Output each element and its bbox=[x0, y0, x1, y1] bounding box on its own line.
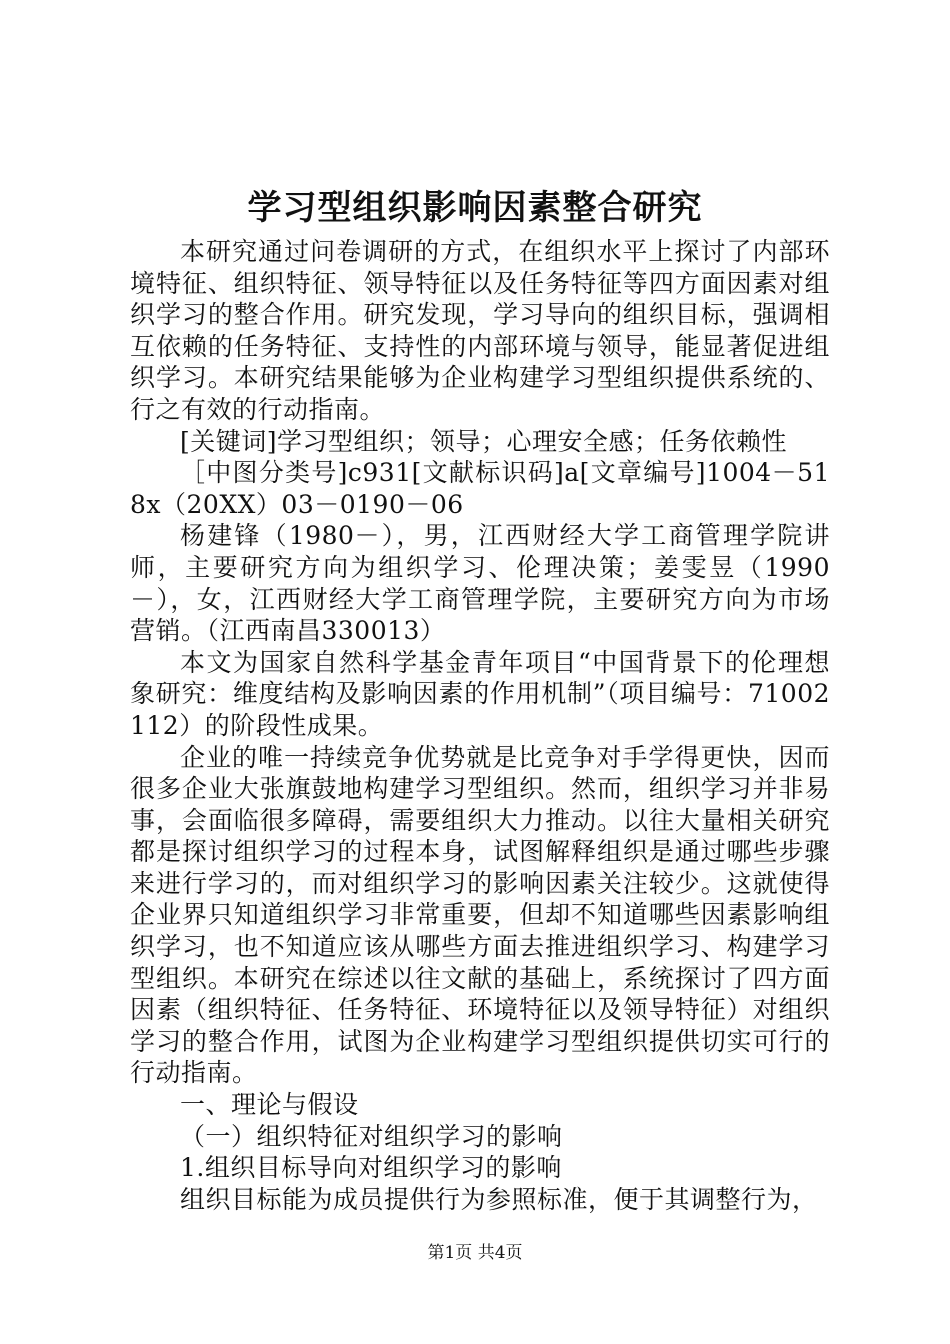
page-footer: 第1页 共4页 bbox=[427, 1243, 523, 1263]
funding-paragraph: 本文为国家自然科学基金青年项目“中国背景下的伦理想象研究：维度结构及影响因素的作用机制”（项目编号：71002112）的阶段性成果。 bbox=[130, 647, 830, 740]
document-body bbox=[130, 236, 830, 1215]
subsection-heading: （一）组织特征对组织学习的影响 bbox=[180, 1121, 563, 1151]
keywords-paragraph: [关键词]学习型组织；领导；心理安全感；任务依赖性 bbox=[180, 426, 788, 456]
body-paragraph: 组织目标能为成员提供行为参照标准，便于其调整行为， bbox=[180, 1184, 818, 1214]
author-info-paragraph: 杨建锋（1980－），男，江西财经大学工商管理学院讲师，主要研究方向为组织学习、伦理决策；姜雯昱（1990－），女，江西财经大学工商管理学院，主要研究方向为市场营销。（江西南昌330013） bbox=[130, 521, 830, 646]
classification-paragraph: ［中图分类号]c931[文献标识码]a[文章编号]1004－518x（20XX）03－0190－06 bbox=[130, 458, 830, 519]
sub-subsection-heading: 1.组织目标导向对组织学习的影响 bbox=[180, 1153, 562, 1183]
abstract-paragraph: 本研究通过问卷调研的方式，在组织水平上探讨了内部环境特征、组织特征、领导特征以及任务特征等四方面因素对组织学习的整合作用。研究发现，学习导向的组织目标，强调相互依赖的任务特征、支持性的内部环境与领导，能显著促进组织学习。本研究结果能够为企业构建学习型组织提供系统的、行之有效的行动指南。 bbox=[130, 237, 830, 424]
document-title: 学习型组织影响因素整合研究 bbox=[247, 188, 703, 228]
introduction-paragraph: 企业的唯一持续竞争优势就是比竞争对手学得更快，因而很多企业大张旗鼓地构建学习型组织。然而，组织学习并非易事，会面临很多障碍，需要组织大力推动。以往大量相关研究都是探讨组织学习的过程本身，试图解释组织是通过哪些步骤来进行学习的，而对组织学习的影响因素关注较少。这就使得企业界只知道组织学习非常重要，但却不知道哪些因素影响组织学习，也不知道应该从哪些方面去推进组织学习、构建学习型组织。本研究在综述以往文献的基础上，系统探讨了四方面因素（组织特征、任务特征、环境特征以及领导特征）对组织学习的整合作用，试图为企业构建学习型组织提供切实可行的行动指南。 bbox=[130, 742, 830, 1088]
section-heading: 一、理论与假设 bbox=[180, 1090, 359, 1120]
